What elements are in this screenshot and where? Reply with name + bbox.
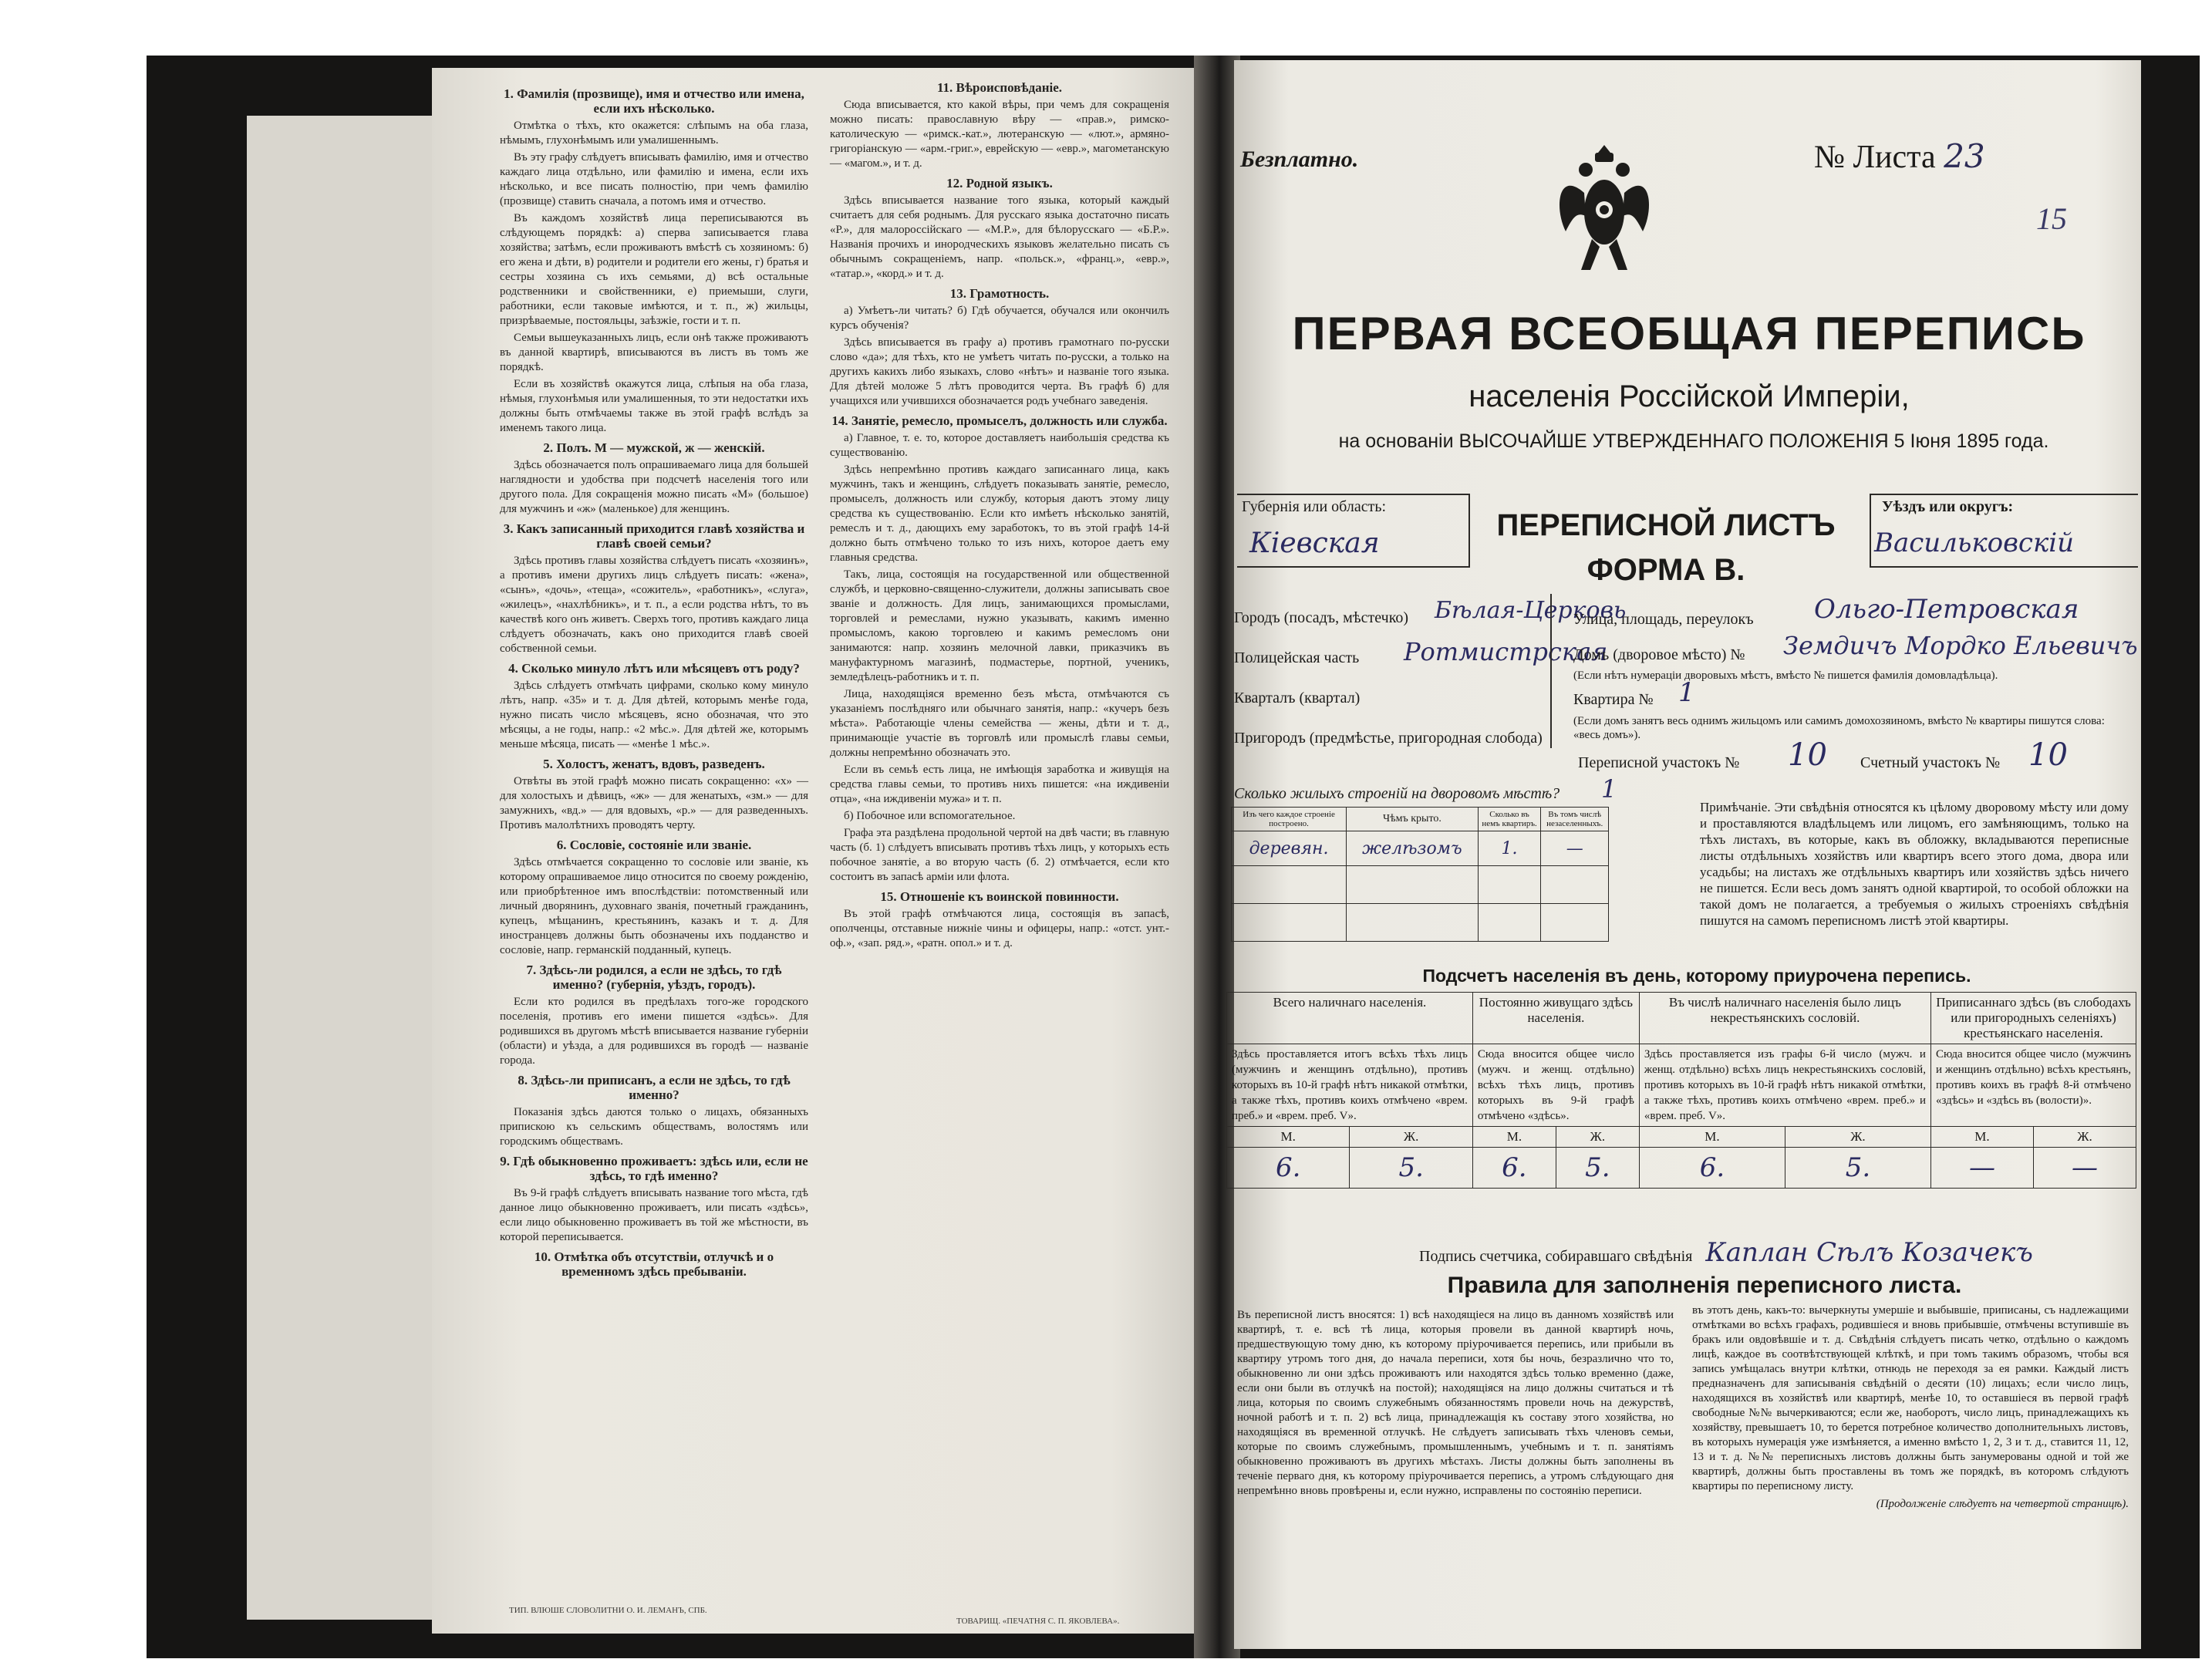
building-col-material: Изъ чего каждое строеніе построено. — [1232, 808, 1347, 831]
count-desc-total: Здѣсь проставляется итогъ всѣхъ тѣхъ лицъ (мужчинъ и женщинъ отдѣльно), противъ которыхъ въ 10-й графѣ нѣтъ никакой отмѣтки, а также тѣхъ, противъ коихъ отмѣчено «врем. преб.» и «врем. преб. V». — [1227, 1044, 1473, 1127]
instructions-column-2 — [830, 76, 1169, 953]
count-table-sex-row — [1227, 1127, 2136, 1148]
instruction-paragraph: б) Побочное или вспомогательное. — [844, 810, 1016, 822]
count-desc-peasant: Сюда вносится общее число (мужчинъ и женщинъ отдѣльно) всѣхъ крестьянъ, противъ коихъ въ графѣ 8-й отмѣчено «здѣсь» и «здѣсь въ (волости)». — [1930, 1044, 2136, 1127]
instruction-heading: 8. Здѣсь-ли приписанъ, а если не здѣсь, то гдѣ именно? — [518, 1073, 791, 1102]
form-title — [1481, 503, 1851, 592]
uezd-label: Уѣздъ или округъ: — [1882, 498, 2014, 515]
house-value: Земдичъ Мордко Ельевичъ — [1783, 631, 2138, 660]
building-material-value: деревян. — [1232, 831, 1347, 866]
count-value: 6. — [1639, 1148, 1785, 1189]
instruction-paragraph: Такъ, лица, состоящія на государственной или общественной службѣ, и церковно-священно-служители, должны записывать свое званіе и должность. Для лицъ, занимающихся промыслами, торговлей и ремеслами, нужно указывать, какимъ именно промысломъ, какою торговлею и какимъ ремесломъ они занимаются: напр. хозяинъ мелочной лавки, приказчикъ въ мануфактурномъ магазинѣ, подмастерье, портной, ученикъ, земледѣлецъ-работникъ и т. п. — [830, 568, 1169, 683]
enumerator-signature — [1419, 1237, 2033, 1268]
rules-column-2-text: въ этотъ день, какъ-то: вычеркнуты умершіе и выбывшіе, приписаны, съ надлежащими отмѣтками во всѣхъ графахъ, родившіеся и вновь прибывшіе, отмѣчены вступившіе въ бракъ или овдовѣвшіе и т. д. Свѣдѣнія слѣдуетъ писать четко, отдѣльно о каждомъ лицѣ, каждое въ соотвѣтствующей клѣткѣ, и при томъ такимъ образомъ, чтобы вся запись умѣщалась внутри клѣтки, отнюдь не переходя за ея рамки. Каждый листъ предназначенъ для записыванія свѣдѣній о десяти (10) лицахъ; если число лицъ, находящихся въ хозяйствѣ или квартирѣ, менѣе 10, то оставшіеся въ первой графѣ свободные №№ вычеркиваются; если же, наоборотъ, число лицъ, принадлежащихъ къ хозяйству, превышаетъ 10, то берется потребное количество дополнительныхъ листовъ, въ которыхъ нумерація уже измѣняется, а именно вмѣсто 1, 2, 3 и т. д., ставится 11, 12, 13 и т. д. №№ переписныхъ листовъ должны быть занумерованы одной и той же квартирѣ, должны быть проставлены въ томъ же порядкѣ, въ которомъ слѣдуютъ квартиры по переписному листу. — [1692, 1304, 2129, 1492]
instruction-paragraph: Здѣсь непремѣнно противъ каждаго записаннаго лица, какъ мужчинъ, такъ и женщинъ, слѣдуетъ показывать занятіе, ремесло, промыселъ, должность или службу, которыя даютъ этому лицу средства къ существованію. Если кто имѣетъ нѣсколько занятій, ремеслъ и т. д., дающихъ ему заработокъ, то въ этой графѣ 14-й должно быть отмѣчено только то изъ нихъ, которое даетъ ему главныя средства. — [830, 464, 1169, 564]
instruction-paragraph: Отмѣтка о тѣхъ, кто окажется: слѣпымъ на оба глаза, нѣмымъ, глухонѣмымъ или умалишеннымъ. — [500, 120, 808, 147]
building-col-vacant: Въ томъ числѣ незаселенныхъ. — [1541, 808, 1609, 831]
instruction-paragraph: Въ этой графѣ отмѣчаются лица, состоящія въ запасѣ, ополченцы, отставные нижніе чины и офицеры, напр.: «отст. унт.-оф.», «зап. ряд.», «ратн. опол.» и т. д. — [830, 908, 1169, 949]
count-table-heads — [1227, 993, 2136, 1044]
sex-label: Ж. — [1785, 1127, 1930, 1148]
instruction-paragraph: Лица, находящіяся временно безъ мѣста, отмѣчаются съ указаніемъ послѣдняго или обычнаго занятія, напр.: «кучеръ безъ мѣста». Работающіе члены семейства — жены, дѣти и т. д., принимающіе участіе въ торговлѣ или промыслѣ главы семьи, должны непремѣнно обозначать это. — [830, 688, 1169, 759]
street-value: Ольго-Петровская — [1814, 594, 2079, 625]
population-count-heading: Подсчетъ населенія въ день, которому приурочена перепись. — [1422, 966, 1971, 986]
instruction-heading: 11. Вѣроисповѣданіе. — [936, 80, 1063, 95]
census-basis: на основаніи ВЫСОЧАЙШЕ УТВЕРЖДЕННАГО ПОЛОЖЕНІЯ 5 Іюня 1895 года. — [1338, 430, 2049, 452]
building-note: Примѣчаніе. Эти свѣдѣнія относятся къ цѣлому дворовому мѣсту или дому и проставляются владѣльцемъ или лицомъ, его замѣняющимъ, только на тѣхъ листахъ, въ которые, какъ въ обложку, вкладываются переписные листы отдѣльныхъ хозяйствъ или квартиръ всего этого дома, двора или усадьбы; на листахъ же отдѣльныхъ квартиръ или хозяйствъ здѣсь ничего не пишется. Если весь домъ занятъ одной квартирой, то особой обложки на такой домъ не полагается, а требуемыя о жилыхъ строеніяхъ свѣдѣнія пишутся на самомъ переписномъ листѣ этой квартиры. — [1700, 800, 2129, 928]
instruction-heading: 2. Полъ. М — мужской, ж — женскій. — [543, 440, 765, 455]
sex-label: М. — [1227, 1127, 1350, 1148]
count-col-total: Всего наличнаго населенія. — [1227, 993, 1473, 1044]
instruction-paragraph: Если въ семьѣ есть лица, не имѣющія заработка и живущія на средства главы семьи, то противъ нихъ пишется: «на иждивеніи отца», «на иждивеніи мужа» и т. п. — [830, 764, 1169, 805]
sex-label: Ж. — [1350, 1127, 1472, 1148]
instruction-paragraph: Если въ хозяйствѣ окажутся лица, слѣпыя на оба глаза, нѣмыя, глухонѣмыя или умалишенныя, то эти недостатки ихъ должны быть отмѣчаемы также въ этой графѣ вслѣдъ за именемъ такого лица. — [500, 378, 808, 434]
building-roof-value: желѣзомъ — [1347, 831, 1479, 866]
count-value: 5. — [1350, 1148, 1472, 1189]
street-label: Улица, площадь, переулокъ — [1573, 611, 1754, 628]
perepisnoy-value: 10 — [1788, 737, 1827, 773]
instruction-paragraph: Здѣсь слѣдуетъ отмѣчать цифрами, сколько кому минуло лѣтъ, напр. «35» и т. д. Для дѣтей, которымъ менѣе года, нужно писать число мѣсяцевъ, ясно обозначая, что это мѣсяцы, а не годы, напр.: «2 мѣс.». Для дѣтей же, которымъ меньше мѣсяца, писать — «менѣе 1 мѣс.». — [500, 679, 808, 750]
instruction-heading: 7. Здѣсь-ли родился, а если не здѣсь, то гдѣ именно? (губернія, уѣздъ, городъ). — [526, 963, 782, 992]
instruction-paragraph: Въ эту графу слѣдуетъ вписывать фамилію, имя и отчество каждаго лица отдѣльно, или фамилію и имена, если ихъ нѣсколько, и все писать полностію, при чемъ фамилію (прозвище) ставить сначала, а потомъ имя и отчество. — [500, 151, 808, 207]
sex-label: Ж. — [1556, 1127, 1639, 1148]
building-table-empty-row — [1232, 904, 1609, 942]
instruction-paragraph: Графа эта раздѣлена продольной чертой на двѣ части; въ главную часть (б. 1) слѣдуетъ вписывать противъ тѣхъ лицъ, у которыхъ есть побочное занятіе, а во вторую часть (б. 2) отмѣчается, если кто состоитъ въ запасѣ арміи или флота. — [830, 827, 1169, 883]
instruction-paragraph: Здѣсь противъ главы хозяйства слѣдуетъ писать «хозяинъ», а противъ имени другихъ лицъ слѣдуетъ писать: «жена», «сынъ», «дочь», «теща», «сожитель», «работникъ», «слуга», «жилецъ», «нахлѣбникъ», и т. п., а если родства нѣтъ, то въ качествѣ кого онъ живетъ. Сверхъ того, противъ каждаго лица слѣдуетъ обозначать, какъ оно приходится главѣ своей собственной семьи. — [500, 555, 808, 655]
kvartira-note: (Если домъ занятъ весь однимъ жильцомъ или самимъ домохозяиномъ, вмѣсто № квартиры пишутся слова: «весь домъ»). — [1573, 715, 2105, 741]
sheet-number-label: № Листа — [1814, 140, 1936, 175]
stroeniy-value: 1 — [1601, 774, 1617, 804]
building-table-row — [1232, 831, 1609, 866]
signature-label: Подпись счетчика, собиравшаго свѣдѣнія — [1419, 1248, 1693, 1265]
building-col-roof: Чѣмъ крыто. — [1347, 808, 1479, 831]
guberniya-value: Кіевская — [1249, 528, 1380, 559]
gorod-label: Городъ (посадъ, мѣстечко) — [1234, 609, 1409, 626]
instruction-paragraph: Показанія здѣсь даются только о лицахъ, обязанныхъ припискою къ сельскимъ обществамъ, волостямъ или городскимъ обществамъ. — [500, 1106, 808, 1148]
schetny-label: Счетный участокъ № — [1860, 754, 2001, 771]
count-col-permanent: Постоянно живущаго здѣсь населенія. — [1472, 993, 1639, 1044]
chast-value: Ротмистрская — [1404, 637, 1608, 666]
instruction-paragraph: а) Главное, т. е. то, которое доставляетъ наибольшія средства къ существованію. — [830, 432, 1169, 459]
count-col-peasant: Приписаннаго здѣсь (въ слободахъ или пригородныхъ селеніяхъ) крестьянскаго населенія. — [1930, 993, 2136, 1044]
census-subtitle: населенія Россійской Имперіи, — [1468, 379, 1910, 413]
count-value: 5. — [1556, 1148, 1639, 1189]
sex-label: М. — [1472, 1127, 1556, 1148]
sex-label: М. — [1930, 1127, 2033, 1148]
building-vacant-value: — — [1541, 831, 1609, 866]
instruction-paragraph: Семьи вышеуказанныхъ лицъ, если онѣ также проживаютъ въ данной квартирѣ, вписываются въ листъ въ томъ же порядкѣ. — [500, 332, 808, 373]
instruction-heading: 9. Гдѣ обыкновенно проживаетъ: здѣсь или, если не здѣсь, то гдѣ именно? — [500, 1154, 808, 1183]
kvartira-label: Квартира № — [1573, 691, 1654, 708]
count-value: — — [1930, 1148, 2033, 1189]
rules-column-2 — [1692, 1303, 2129, 1512]
instruction-paragraph: Отвѣты въ этой графѣ можно писать сокращенно: «х» — для холостыхъ и дѣвицъ, «ж» — для женатыхъ, «зм.» — для замужнихъ, «вд.» — для вдовыхъ, «р.» — для разведенныхъ. Противъ малолѣтнихъ проводятъ черту. — [500, 775, 808, 831]
count-value: 6. — [1227, 1148, 1350, 1189]
rules-column-1: Въ переписной листъ вносятся: 1) всѣ находящіеся на лицо въ данномъ хозяйствѣ или квартирѣ, т. е. всѣ тѣ лица, которыя провели въ данной квартирѣ ночь, предшествующую тому дню, къ которому пріурочивается перепись, или прибыли въ квартиру утромъ того дня, до начала переписи, хотя бы ночь, безразлично что то, обыкновенно ли они здѣсь проживаютъ или находятся здѣсь только временно (даже, если они были въ отлучкѣ на постой); находящіяся на лицо должны считаться и тѣ лица, которыя по своимъ служебнымъ обязанностямъ провели ночь на дежурствѣ, ночной работѣ и т. п. 2) всѣ лица, принадлежащія къ составу этого хозяйства, но находящіяся въ временной отлучкѣ. Не слѣдуетъ записывать тѣхъ членовъ семьи, которые по своимъ служебнымъ, промышленнымъ, учебнымъ и т. п. занятіямъ обыкновенно проживаютъ въ другихъ мѣстахъ. Листы должны быть заполнены въ теченіе перваго дня, къ которому пріурочивается перепись, а утромъ слѣдующаго дня непремѣнно вновь провѣрены и, если нужно, исправлены по состоянію переписи. — [1237, 1309, 1674, 1497]
uezd-value: Васильковскій — [1874, 528, 2075, 558]
instruction-heading: 5. Холостъ, женатъ, вдовъ, разведенъ. — [543, 757, 765, 771]
instruction-paragraph: а) Умѣетъ-ли читать? б) Гдѣ обучается, обучался или окончилъ курсъ обученія? — [830, 305, 1169, 332]
schetny-value: 10 — [2028, 737, 2068, 773]
gorod-value: Бѣлая-Церковь — [1435, 597, 1627, 624]
census-title: ПЕРВАЯ ВСЕОБЩАЯ ПЕРЕПИСЬ — [1292, 308, 2086, 359]
instruction-heading: 6. Сословіе, состояніе или званіе. — [556, 838, 752, 852]
instruction-heading: 4. Сколько минуло лѣтъ или мѣсяцевъ отъ роду? — [508, 661, 800, 676]
left-page — [432, 68, 1203, 1634]
house-note: (Если нѣтъ нумераціи дворовыхъ мѣстъ, вмѣсто № пишется фамилія домовладѣльца). — [1573, 669, 1998, 682]
count-col-non-peasant: Въ числѣ наличнаго населенія было лицъ некрестьянскихъ сословій. — [1639, 993, 1930, 1044]
instruction-paragraph: Здѣсь вписывается название того языка, который каждый считаетъ для себя роднымъ. Для русскаго языка достаточно писать «Р.», для малороссійскаго — «М.Р.», для бѣлорусскаго — «Б.Р.». Названія прочихъ и инородческихъ языковъ желательно писать съ обычнымъ сокращеніемъ, напр. «польск.», «франц.», «евр.», «татар.», «корд.» и т. д. — [830, 194, 1169, 280]
perepisnoy-label: Переписной участокъ № — [1578, 754, 1740, 771]
prigorod-label: Пригородъ (предмѣстье, пригородная слобода) — [1234, 730, 1543, 747]
form-title-line-2: ФОРМА В. — [1587, 553, 1745, 587]
instructions-column-1 — [500, 82, 808, 1282]
free-label: Безплатно. — [1240, 147, 1359, 172]
instruction-heading: 3. Какъ записанный приходится главѣ хозяйства и главѣ своей семьи? — [503, 521, 805, 551]
instruction-heading: 13. Грамотность. — [949, 286, 1050, 301]
sex-label: М. — [1639, 1127, 1785, 1148]
sheet-number — [1814, 137, 1985, 176]
instruction-paragraph: Здѣсь обозначается полъ опрашиваемаго лица для большей наглядности и удобства при подсчетѣ населенія того или другого пола. Для сокращенія можно писать «М» (большое) для мужчинъ и «ж» (маленькое) для женщинъ. — [500, 459, 808, 515]
instruction-heading: 15. Отношеніе къ воинской повинности. — [880, 889, 1119, 904]
count-table-values — [1227, 1148, 2136, 1189]
rules-title: Правила для заполненія переписного листа. — [1447, 1273, 1962, 1298]
house-label: Домъ (дворовое мѣсто) № — [1573, 646, 1745, 663]
building-apartments-value: 1. — [1478, 831, 1541, 866]
gorod-field-box — [1550, 594, 1553, 748]
imprint-right: ТОВАРИЩ. «ПЕЧАТНЯ С. П. ЯКОВЛЕВА». — [956, 1617, 1120, 1626]
instruction-heading: 12. Родной языкъ. — [946, 176, 1053, 191]
kvartal-label: Кварталъ (квартал) — [1234, 690, 1361, 706]
signature-value: Каплан Сѣлъ Козачекъ — [1705, 1237, 2033, 1268]
instruction-heading: 14. Занятіе, ремесло, промыселъ, должность или служба. — [831, 413, 1168, 428]
building-col-apartments: Сколько въ немъ квартиръ. — [1478, 808, 1541, 831]
count-value: 6. — [1472, 1148, 1556, 1189]
stroeniy-label: Сколько жилыхъ строеній на дворовомъ мѣстѣ? — [1234, 785, 1560, 802]
chast-label: Полицейская часть — [1234, 649, 1360, 666]
underlying-page-edge — [247, 116, 440, 1620]
count-value: 5. — [1785, 1148, 1930, 1189]
count-desc-permanent: Сюда вносится общее число (мужч. и женщ. отдѣльно) всѣхъ тѣхъ лицъ, противъ которыхъ въ 9-й графѣ отмѣчено «здѣсь». — [1472, 1044, 1639, 1127]
rules-continued: (Продолженіе слѣдуетъ на четвертой страницѣ). — [1876, 1498, 2129, 1510]
instruction-paragraph: Здѣсь вписывается въ графу а) противъ грамотнаго по-русски слово «да»; для тѣхъ, кто не умѣетъ читать по-русски, а только на другихъ какихъ либо языкахъ, слово «нѣтъ» и названіе того языка. Для дѣтей моложе 5 лѣтъ проводится черта. Въ графѣ б) для учащихся или учившихся обозначается родъ учебнаго заведенія. — [830, 336, 1169, 407]
sex-label: Ж. — [2033, 1127, 2136, 1148]
sheet-number-extra: 15 — [2036, 201, 2067, 236]
building-table — [1231, 807, 1609, 942]
guberniya-label: Губернія или область: — [1242, 498, 1387, 515]
instruction-paragraph: Въ 9-й графѣ слѣдуетъ вписывать название того мѣста, гдѣ данное лицо обыкновенно проживаетъ, или писать «здѣсь», если лицо обыкновенно проживаетъ въ той же мѣстности, въ которой переписывается. — [500, 1187, 808, 1243]
instruction-paragraph: Если кто родился въ предѣлахъ того-же городского поселенія, противъ его имени пишется «здѣсь». Для родившихся въ другомъ мѣстѣ вписывается название губерніи (области) и уѣзда, а для родившихся въ городѣ — названіе города. — [500, 996, 808, 1067]
double-headed-eagle-icon — [1550, 139, 1658, 278]
instruction-paragraph: Здѣсь отмѣчается сокращенно то сословіе или званіе, къ которому опрашиваемое лицо относится по своему рожденію, или приобрѣтенное имъ впослѣдствіи: потомственный или личный дворянинъ, духовнаго званія, почетный гражданинъ, купецъ, мѣщанинъ, крестьянинъ, казакъ и т. д. Для иностранцевъ должны быть обозначены ихъ подданство и сословіе, напр. германскій подданный, купецъ. — [500, 856, 808, 956]
building-table-header — [1232, 808, 1609, 831]
sheet-number-value: 23 — [1944, 137, 1985, 175]
instruction-heading: 10. Отмѣтка объ отсутствіи, отлучкѣ и о временномъ здѣсь пребываніи. — [534, 1249, 774, 1279]
kvartira-value: 1 — [1678, 677, 1695, 708]
population-count-table — [1226, 992, 2136, 1189]
count-value: — — [2033, 1148, 2136, 1189]
count-table-descs — [1227, 1044, 2136, 1127]
imprint-left: ТИП. ВЛЮШЕ СЛОВОЛИТНИ О. И. ЛЕМАНЪ, СПБ. — [509, 1606, 707, 1615]
count-desc-non-peasant: Здѣсь проставляется изъ графы 6-й число (мужч. и женщ. отдѣльно) всѣхъ лицъ некрестьянскихъ сословій, противъ которыхъ въ 10-й графѣ нѣтъ никакой отмѣтки, а также тѣхъ, противъ коихъ отмѣчено «врем. преб.» и «врем. преб. V». — [1639, 1044, 1930, 1127]
instruction-paragraph: Сюда вписывается, кто какой вѣры, при чемъ для сокращенія можно писать: православную вѣру — «прав.», римско-католическую — «римск.-кат.», лютеранскую — «лют.», армяно-григоріанскую — «арм.-григ.», еврейскую — «евр.», магометанскую — «магом.», и т. д. — [830, 99, 1169, 170]
building-table-empty-row — [1232, 866, 1609, 904]
instruction-heading: 1. Фамилія (прозвище), имя и отчество или имена, если ихъ нѣсколько. — [504, 86, 804, 116]
instruction-paragraph: Въ каждомъ хозяйствѣ лица переписываются въ слѣдующемъ порядкѣ: а) сперва записывается глава хозяйства; затѣмъ, если проживаютъ вмѣстѣ съ хозяиномъ: б) его жена и дѣти, в) родители и родители его жены, г) братья и сестры хозяина съ ихъ семьями, д) всѣ остальные родственники и свойственники, е) приемыши, слуги, работники, если таковые имѣются, и т. п., ж) жильцы, призрѣваемые, постояльцы, заѣзжіе, гости и т. п. — [500, 212, 808, 327]
form-title-line-1: ПЕРЕПИСНОЙ ЛИСТЪ — [1496, 508, 1836, 542]
